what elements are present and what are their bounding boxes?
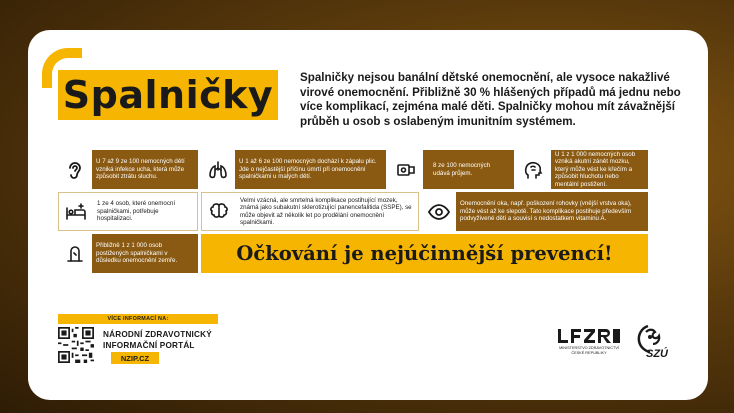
fact-lungs <box>201 150 386 189</box>
slogan-text: Očkování je nejúčinnější prevencí! <box>236 242 613 265</box>
brain-head-icon <box>517 150 551 189</box>
szu-label: SZÚ <box>646 348 668 360</box>
fact-eye-text: Onemocnění oka, např. poškození rohovky (vnější vrstva oka), může vést až ke slepotě. Tato komplikace postihuje především podvyživené děti a souvisí s nedostatkem vitaminu A. <box>460 200 632 223</box>
qr-code-icon[interactable] <box>58 327 94 363</box>
ministry-logo <box>558 328 620 355</box>
page-title: Spalničky <box>62 73 274 117</box>
title-box <box>58 70 278 120</box>
portal-line-2: INFORMAČNÍ PORTÁL <box>103 341 195 350</box>
ministry-logo-icon <box>558 328 620 344</box>
facts-grid <box>58 150 648 276</box>
fact-ear <box>58 150 198 189</box>
fact-sspe <box>201 192 419 231</box>
brain-icon <box>202 193 236 230</box>
slogan-banner <box>201 234 648 273</box>
more-info-label: VÍCE INFORMACÍ NA: <box>58 314 218 324</box>
eye-icon <box>422 192 456 231</box>
facts-row-2 <box>58 192 648 231</box>
portal-line-1: NÁRODNÍ ZDRAVOTNICKÝ <box>103 330 212 339</box>
facts-row-3 <box>58 234 648 273</box>
szu-logo <box>632 322 678 364</box>
ministry-line-1: MINISTERSTVO ZDRAVOTNICTVÍ <box>559 346 619 350</box>
ear-icon <box>58 150 92 189</box>
fact-diarrhea-text: 8 ze 100 nemocných udává průjem. <box>433 162 491 177</box>
fact-death <box>58 234 198 273</box>
toilet-paper-icon <box>389 150 423 189</box>
fact-hospital-text: 1 ze 4 osob, které onemocní spalničkami, potřebuje hospitalizaci. <box>97 200 176 223</box>
facts-row-1 <box>58 150 648 189</box>
gravestone-icon <box>58 234 92 273</box>
fact-brain-acute <box>517 150 648 189</box>
portal-url-link[interactable]: NZIP.CZ <box>111 352 159 364</box>
fact-hospital <box>58 192 198 231</box>
intro-text: Spalničky nejsou banální dětské onemocnění, ale vysoce nakažlivé virové onemocnění. Přibližně 30 % hlášených případů má jednu nebo více komplikací, zejména malé děti. Spalničky mohou mít závažnější průběh u osob s oslabeným imunitním systémem. <box>300 71 681 128</box>
ministry-line-2: ČESKÉ REPUBLIKY <box>571 350 607 355</box>
fact-brain-acute-text: U 1 z 1 000 nemocných osob vzniká akutní zánět mozku, který může vést ke křečím a způsobit hluchotu nebo mentální postižení. <box>555 150 636 188</box>
fact-lungs-text: U 1 až 6 ze 100 nemocných dochází k zápalu plic. Jde o nejčastější příčinu úmrtí při onemocnění spalničkami u malých dětí. <box>239 158 377 181</box>
fact-sspe-text: Velmi vzácná, ale smrtelná komplikace postihující mozek, známá jako subakutní sklerotizující panencefalitida (SSPE), se může objevit až několik let po prodělání onemocnění spalničkami. <box>240 196 412 226</box>
lungs-icon <box>201 150 235 189</box>
fact-death-text: Přibližně 1 z 1 000 osob postižených spalničkami v důsledku onemocnění zemře. <box>96 242 178 265</box>
portal-name <box>103 329 212 351</box>
hospital-bed-icon <box>59 193 93 230</box>
fact-diarrhea <box>389 150 514 189</box>
fact-eye <box>422 192 648 231</box>
fact-ear-text: U 7 až 9 ze 100 nemocných dětí vzniká infekce ucha, která může způsobit ztrátu sluchu. <box>96 158 185 181</box>
